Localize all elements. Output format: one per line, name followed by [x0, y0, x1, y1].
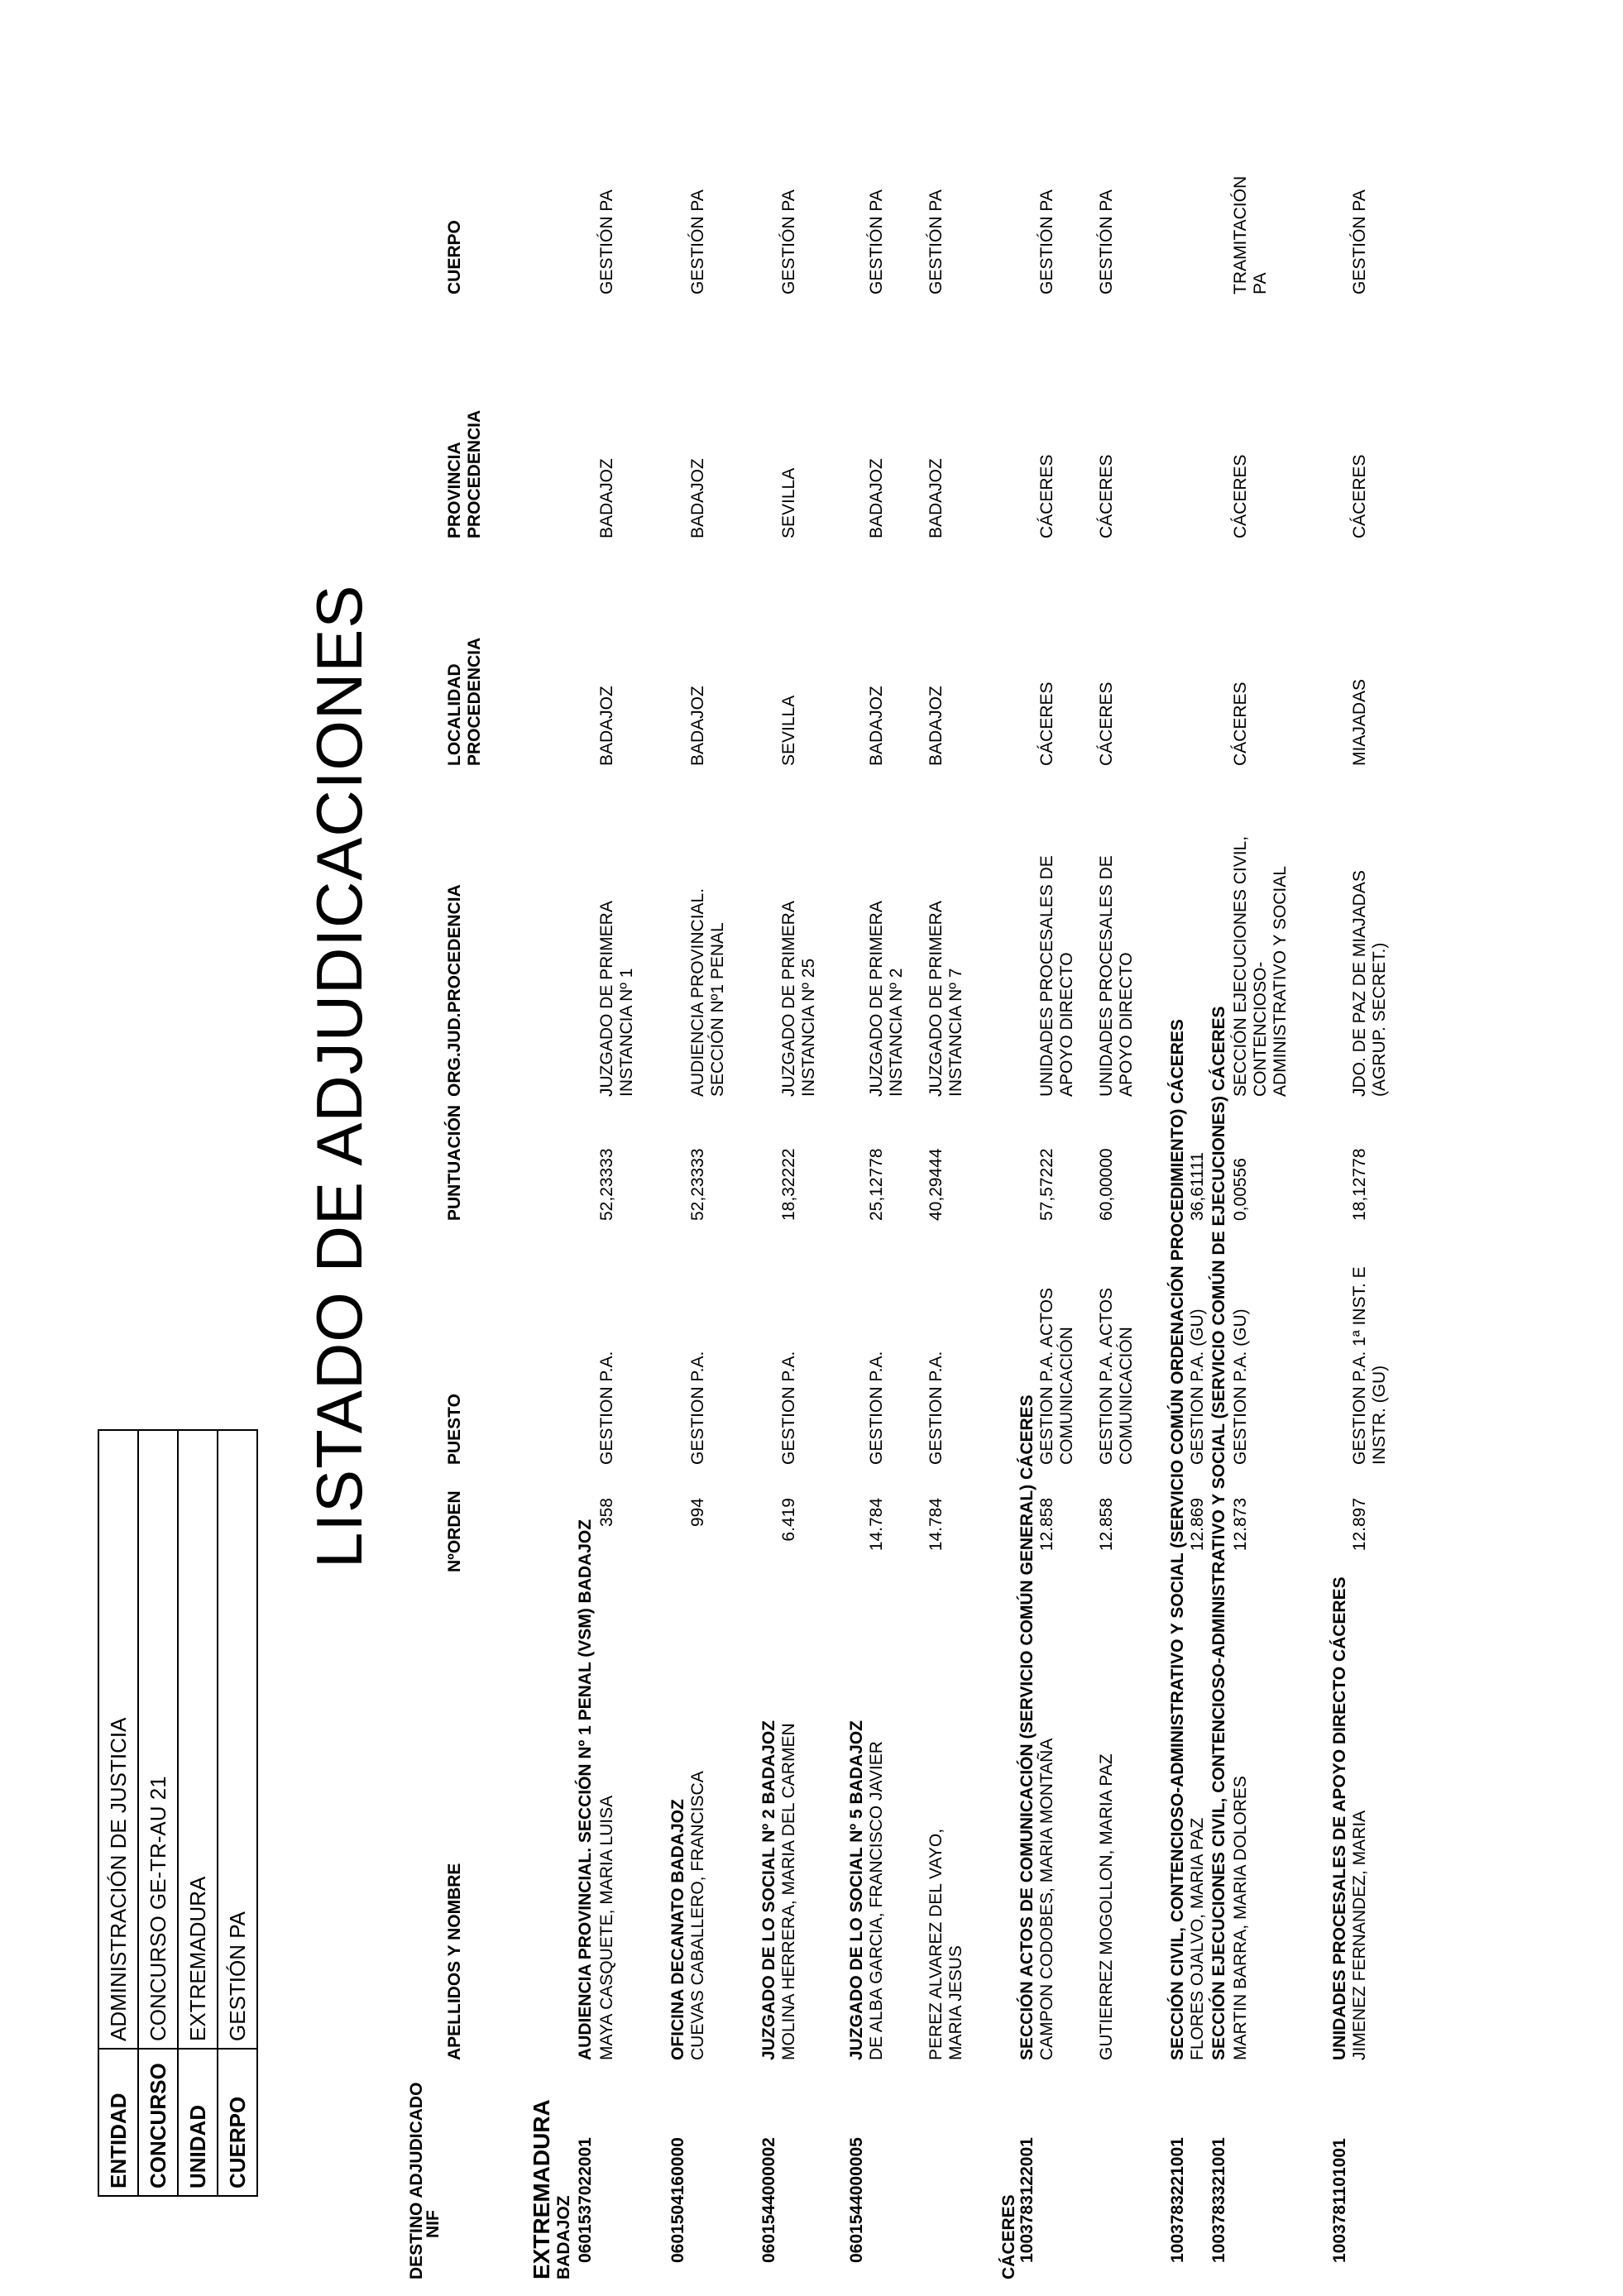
row-orden-value: 12.869	[1188, 1498, 1207, 1552]
row-localidad: CÁCERES	[1097, 682, 1116, 766]
row-org: JUZGADO DE PRIMERA INSTANCIA Nº 7	[926, 902, 965, 1097]
row-localidad: BADAJOZ	[926, 686, 946, 766]
row-provincia: CÁCERES	[1097, 454, 1116, 538]
row-orden-value: 994	[688, 1498, 707, 1528]
row-localidad: SEVILLA	[779, 695, 798, 766]
info-row	[218, 1430, 257, 2196]
info-value: GESTIÓN PA	[218, 1430, 257, 2049]
row-puntuacion: 57,57222	[1037, 1148, 1056, 1221]
header-puntuacion: PUNTUACIÓN	[445, 1105, 464, 1221]
row-puesto: GESTION P.A. 1ª INST. E INSTR. (GU)	[1350, 1266, 1389, 1465]
row-cuerpo: GESTIÓN PA	[1350, 189, 1369, 294]
info-value: CONCURSO GE-TR-AU 21	[138, 1430, 178, 2049]
province-heading: CÁCERES	[999, 2194, 1018, 2279]
group-code: 0601504160000	[668, 2137, 687, 2263]
group-code: 0601537022001	[576, 2137, 595, 2263]
row-puntuacion: 18,32222	[779, 1148, 798, 1221]
group-name: SECCIÓN CIVIL, CONTENCIOSO-ADMINISTRATIVO Y SOCIAL (SERVICIO COMÚN ORDENACIÓN PROCEDIMIENTO) CÁCERES	[1168, 1019, 1187, 2060]
row-nombre: PEREZ ALVAREZ DEL VAYO, MARIA JESUS	[926, 1828, 965, 2060]
row-localidad: CÁCERES	[1231, 682, 1250, 766]
info-label: UNIDAD	[178, 2049, 218, 2196]
row-org: UNIDADES PROCESALES DE APOYO DIRECTO	[1097, 855, 1136, 1097]
row-provincia: BADAJOZ	[926, 458, 946, 538]
row-cuerpo: GESTIÓN PA	[688, 189, 707, 294]
row-cuerpo: GESTIÓN PA	[1097, 189, 1116, 294]
row-nombre: MAYA CASQUETE, MARIA LUISA	[597, 1795, 616, 2060]
group-code: 0601544000005	[847, 2137, 866, 2263]
row-localidad: BADAJOZ	[867, 686, 886, 766]
row-puntuacion: 36,61111	[1188, 1152, 1207, 1221]
info-table	[98, 1429, 258, 2197]
info-value: ADMINISTRACIÓN DE JUSTICIA	[98, 1430, 138, 2049]
row-provincia: SEVILLA	[779, 467, 798, 538]
row-org: JUZGADO DE PRIMERA INSTANCIA Nº 25	[779, 902, 818, 1097]
header-orden: NºORDEN	[445, 1490, 464, 1572]
row-localidad: BADAJOZ	[688, 686, 707, 766]
header-localidad-line2: PROCEDENCIA	[465, 637, 484, 766]
row-orden-value: 6.419	[779, 1498, 798, 1542]
group-name: SECCIÓN EJECUCIONES CIVIL, CONTENCIOSO-ADMINISTRATIVO Y SOCIAL (SERVICIO COMÚN DE EJECUCIONES) CÁCERES	[1209, 1006, 1228, 2060]
page-title: LISTADO DE ADJUDICACIONES	[303, 584, 376, 1568]
row-orden-value: 12.897	[1350, 1498, 1369, 1552]
row-nombre: CAMPON CODOBES, MARIA MONTAÑA	[1037, 1738, 1056, 2060]
row-org: UNIDADES PROCESALES DE APOYO DIRECTO	[1037, 855, 1076, 1097]
row-cuerpo: GESTIÓN PA	[867, 189, 886, 294]
row-orden-value: 14.784	[926, 1498, 946, 1552]
row-puesto: GESTION P.A.	[597, 1351, 616, 1465]
header-cuerpo: CUERPO	[445, 220, 464, 294]
row-puntuacion: 40,29444	[926, 1148, 946, 1221]
row-provincia: BADAJOZ	[597, 458, 616, 538]
row-provincia: BADAJOZ	[688, 458, 707, 538]
info-row	[178, 1430, 218, 2196]
province-heading: BADAJOZ	[554, 2195, 573, 2279]
group-name: JUZGADO DE LO SOCIAL Nº 5 BADAJOZ	[847, 1720, 866, 2060]
row-puesto: GESTION P.A. ACTOS COMUNICACIÓN	[1037, 1288, 1076, 1465]
header-provincia	[445, 410, 485, 538]
row-nombre: CUEVAS CABALLERO, FRANCISCA	[688, 1771, 707, 2060]
region-heading: EXTREMADURA	[529, 2099, 554, 2279]
header-localidad-line1: LOCALIDAD	[445, 663, 464, 766]
row-puesto: GESTION P.A. (GU)	[1231, 1308, 1250, 1465]
row-org: AUDIENCIA PROVINCIAL. SECCIÓN Nº1 PENAL	[688, 887, 727, 1097]
row-puntuacion: 25,12778	[867, 1148, 886, 1221]
row-cuerpo: GESTIÓN PA	[779, 189, 798, 294]
row-localidad: CÁCERES	[1037, 682, 1056, 766]
info-row	[98, 1430, 138, 2196]
row-localidad: BADAJOZ	[597, 686, 616, 766]
row-provincia: CÁCERES	[1037, 454, 1056, 538]
row-org: SECCIÓN EJECUCIONES CIVIL, CONTENCIOSO-ADMINISTRATIVO Y SOCIAL	[1231, 835, 1290, 1097]
row-nombre: GUTIERREZ MOGOLLON, MARIA PAZ	[1097, 1753, 1116, 2060]
row-orden-value: 14.784	[867, 1498, 886, 1552]
row-puesto: GESTION P.A.	[867, 1351, 886, 1465]
row-provincia: CÁCERES	[1350, 454, 1369, 538]
row-puntuacion: 18,12778	[1350, 1148, 1369, 1221]
row-nombre: MARTIN BARRA, MARIA DOLORES	[1231, 1776, 1250, 2060]
row-orden-value: 12.873	[1231, 1498, 1250, 1552]
header-puesto: PUESTO	[445, 1394, 464, 1465]
row-puntuacion: 60,00000	[1097, 1148, 1116, 1221]
header-provincia-line1: PROVINCIA	[445, 442, 464, 538]
group-code: 1003783321001	[1209, 2137, 1228, 2263]
row-cuerpo: GESTIÓN PA	[926, 189, 946, 294]
group-name: UNIDADES PROCESALES DE APOYO DIRECTO CÁCERES	[1330, 1576, 1349, 2060]
row-cuerpo: GESTIÓN PA	[597, 189, 616, 294]
row-orden-value: 12.858	[1037, 1498, 1056, 1552]
group-code: 0601544000002	[759, 2137, 778, 2263]
row-provincia: CÁCERES	[1231, 454, 1250, 538]
row-nombre: JIMENEZ FERNANDEZ, MARIA	[1350, 1810, 1369, 2060]
info-row	[138, 1430, 178, 2196]
row-orden-value: 358	[597, 1498, 616, 1528]
group-name: SECCIÓN ACTOS DE COMUNICACIÓN (SERVICIO COMÚN GENERAL) CÁCERES	[1017, 1394, 1037, 2060]
row-nombre: DE ALBA GARCIA, FRANCISCO JAVIER	[867, 1741, 886, 2060]
row-puesto: GESTION P.A. (GU)	[1188, 1308, 1207, 1465]
row-nombre: FLORES OJALVO, MARIA PAZ	[1188, 1817, 1207, 2060]
header-nombre: APELLIDOS Y NOMBRE	[445, 1863, 464, 2060]
row-puesto: GESTION P.A. ACTOS COMUNICACIÓN	[1097, 1288, 1136, 1465]
group-code: 1003783122001	[1017, 2137, 1037, 2263]
info-label: CONCURSO	[138, 2049, 178, 2196]
row-provincia: BADAJOZ	[867, 458, 886, 538]
row-puesto: GESTION P.A.	[926, 1351, 946, 1465]
row-org: JDO. DE PAZ DE MIAJADAS (AGRUP. SECRET.)	[1350, 870, 1389, 1097]
header-destino: DESTINO ADJUDICADO	[407, 2082, 426, 2279]
group-name: AUDIENCIA PROVINCIAL. SECCIÓN Nº 1 PENAL (VSM) BADAJOZ	[576, 1519, 595, 2060]
group-code: 1003783221001	[1168, 2137, 1187, 2263]
row-localidad: MIAJADAS	[1350, 678, 1369, 766]
header-nif: NIF	[424, 2210, 443, 2238]
row-orden-value: 12.858	[1097, 1498, 1116, 1552]
row-puesto: GESTION P.A.	[779, 1351, 798, 1465]
header-localidad	[445, 638, 485, 766]
row-org: JUZGADO DE PRIMERA INSTANCIA Nº 2	[867, 902, 906, 1097]
row-cuerpo: GESTIÓN PA	[1037, 189, 1056, 294]
row-puesto: GESTION P.A.	[688, 1351, 707, 1465]
group-code: 1003781101001	[1330, 2138, 1349, 2263]
info-label: CUERPO	[218, 2049, 257, 2196]
header-org: ORG.JUD.PROCEDENCIA	[445, 884, 464, 1097]
header-provincia-line2: PROCEDENCIA	[465, 409, 484, 538]
row-org: JUZGADO DE PRIMERA INSTANCIA Nº 1	[597, 902, 636, 1097]
row-nombre: MOLINA HERRERA, MARIA DEL CARMEN	[779, 1723, 798, 2060]
row-puntuacion: 0,00556	[1231, 1158, 1250, 1221]
info-value: EXTREMADURA	[178, 1430, 218, 2049]
row-puntuacion: 52,23333	[597, 1148, 616, 1221]
row-cuerpo: TRAMITACIÓN PA	[1231, 175, 1270, 294]
group-name: OFICINA DECANATO BADAJOZ	[668, 1799, 687, 2060]
group-name: JUZGADO DE LO SOCIAL Nº 2 BADAJOZ	[759, 1720, 778, 2060]
row-puntuacion: 52,23333	[688, 1148, 707, 1221]
info-label: ENTIDAD	[98, 2049, 138, 2196]
